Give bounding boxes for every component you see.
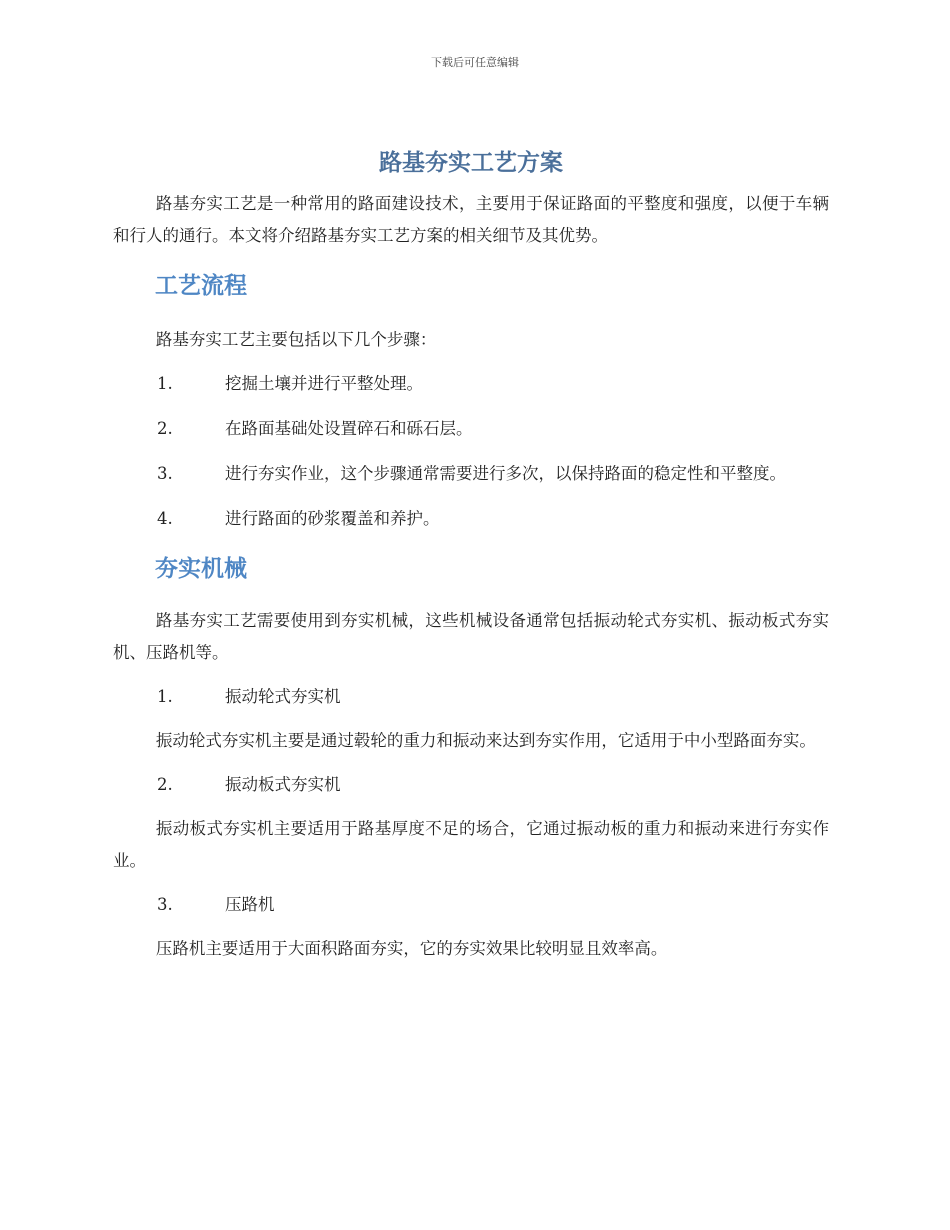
list-text: 压路机: [225, 895, 275, 914]
list-item: [113, 681, 829, 713]
list-item: [113, 889, 829, 921]
intro-paragraph: 路基夯实工艺是一种常用的路面建设技术，主要用于保证路面的平整度和强度，以便于车辆和行人的通行。本文将介绍路基夯实工艺方案的相关细节及其优势。: [113, 194, 829, 245]
list-item: [113, 368, 829, 400]
list-item: [113, 503, 829, 535]
list-text: 振动板式夯实机: [225, 775, 341, 794]
machinery-lead: 路基夯实工艺需要使用到夯实机械，这些机械设备通常包括振动轮式夯实机、振动板式夯实机、压路机等。: [113, 611, 829, 662]
list-number: 3.: [157, 895, 173, 914]
process-lead: 路基夯实工艺主要包括以下几个步骤：: [155, 330, 437, 349]
list-number: 2.: [157, 775, 173, 794]
list-item: [113, 769, 829, 801]
list-text: 进行路面的砂浆覆盖和养护。: [225, 509, 440, 528]
section-heading-machinery: 夯实机械: [155, 556, 247, 582]
list-text: 进行夯实作业，这个步骤通常需要进行多次，以保持路面的稳定性和平整度。: [225, 464, 786, 483]
list-text: 在路面基础处设置碎石和砾石层。: [225, 419, 473, 438]
document-title: 路基夯实工艺方案: [379, 150, 563, 176]
machine-description: 振动板式夯实机主要适用于路基厚度不足的场合，它通过振动板的重力和振动来进行夯实作业。: [113, 819, 829, 870]
list-item: [113, 413, 829, 445]
list-number: 2.: [157, 419, 173, 438]
document-body: [113, 146, 829, 965]
list-number: 1.: [157, 374, 173, 393]
list-number: 4.: [157, 509, 173, 528]
list-text: 振动轮式夯实机: [225, 687, 341, 706]
section-heading-process: 工艺流程: [155, 273, 247, 299]
machine-description: 振动轮式夯实机主要是通过毂轮的重力和振动来达到夯实作用，它适用于中小型路面夯实。: [155, 731, 816, 750]
machine-description: 压路机主要适用于大面积路面夯实，它的夯实效果比较明显且效率高。: [155, 939, 668, 958]
list-item: [113, 458, 829, 490]
list-number: 3.: [157, 464, 173, 483]
list-text: 挖掘土壤并进行平整处理。: [225, 374, 423, 393]
list-number: 1.: [157, 687, 173, 706]
header-note: 下载后可任意编辑: [431, 56, 519, 69]
